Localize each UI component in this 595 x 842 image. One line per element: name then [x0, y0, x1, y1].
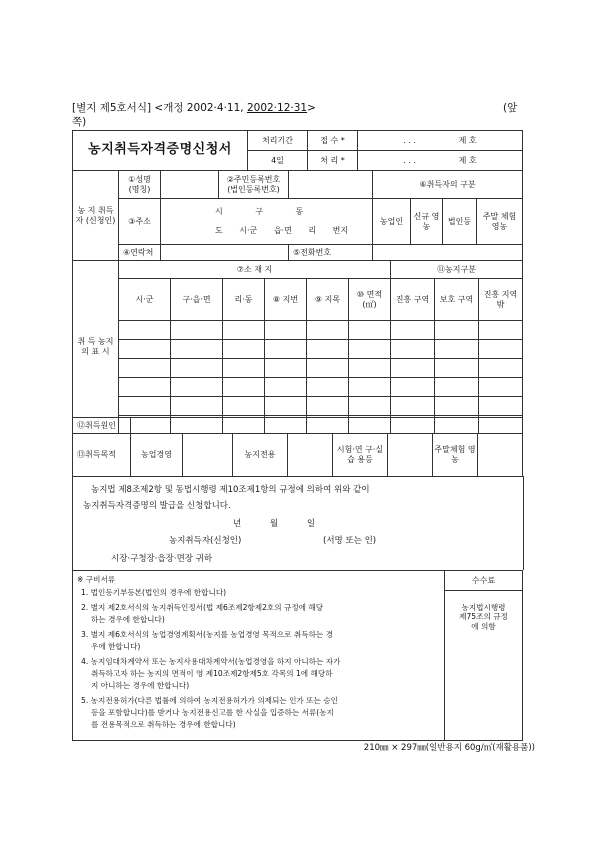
- land-table: [72, 260, 523, 434]
- name-label-2: (명칭): [128, 184, 151, 194]
- process-date: . . .: [403, 155, 417, 165]
- land-cell[interactable]: [391, 321, 435, 340]
- title-table: [72, 130, 523, 171]
- purpose-conversion: 농지전용: [233, 434, 288, 477]
- document-item-line: 1. 법인등기부등본(법인의 경우에 한합니다): [81, 588, 227, 598]
- land-row: [73, 321, 523, 340]
- processing-period-label: 처리기간: [248, 131, 308, 151]
- contact-field[interactable]: [161, 245, 289, 261]
- land-cell[interactable]: [265, 321, 307, 340]
- document-item: [77, 602, 443, 626]
- registration-label-1: ②주민등록번호: [226, 174, 281, 184]
- land-cell[interactable]: [435, 340, 479, 359]
- land-cell[interactable]: [171, 378, 223, 397]
- phone-label: ⑤전화번호: [289, 245, 373, 261]
- col-promotion-zone: 진흥 구역: [391, 279, 435, 321]
- applicant-type-header: ⑥취득자의 구분: [373, 171, 523, 199]
- document-item: [77, 656, 443, 692]
- form-header: [72, 100, 316, 115]
- document-item-line: 지 아니하는 경우에 한합니다): [91, 681, 190, 691]
- document-item-line: 하는 경우에 한합니다): [91, 615, 165, 625]
- land-cell[interactable]: [435, 378, 479, 397]
- col-lot-number: ⑧ 지번: [265, 279, 307, 321]
- process-label: 처 리 *: [308, 151, 358, 171]
- document-item: [77, 629, 443, 653]
- registration-field[interactable]: [289, 171, 373, 199]
- land-cell[interactable]: [119, 397, 171, 416]
- land-cell[interactable]: [265, 340, 307, 359]
- fee-text-line: 에 의함: [471, 621, 496, 631]
- land-cell[interactable]: [349, 359, 391, 378]
- land-cell[interactable]: [349, 340, 391, 359]
- form-header-close: >: [307, 102, 316, 114]
- col-ri-dong: 리·동: [223, 279, 265, 321]
- document-item-line: 우에 한합니다): [91, 642, 141, 652]
- land-cell[interactable]: [479, 340, 523, 359]
- acquisition-reason-label: ⑫취득원인: [73, 418, 131, 434]
- revision-date: 2002·12·31: [246, 102, 308, 114]
- applicant-table: [72, 170, 523, 261]
- col-protection-zone: 보호 구역: [435, 279, 479, 321]
- land-row: [73, 359, 523, 378]
- land-row: [73, 340, 523, 359]
- reason-purpose-table: [72, 417, 523, 477]
- declaration-section: [72, 476, 524, 570]
- acquisition-purpose-label: ⑬취득목적: [73, 434, 131, 477]
- type-farmer[interactable]: 농업인: [373, 199, 411, 245]
- land-cell[interactable]: [171, 359, 223, 378]
- land-row: [73, 378, 523, 397]
- registration-label: [219, 171, 289, 199]
- declaration-applicant: 농지취득자(신청인): [169, 536, 242, 546]
- land-cell[interactable]: [479, 359, 523, 378]
- documents-table: [72, 570, 523, 741]
- purpose-weekend-check[interactable]: [478, 434, 523, 477]
- registration-label-2: (법인등록번호): [227, 184, 280, 194]
- processing-period-value: 4일: [248, 151, 308, 171]
- applicant-group-label: [73, 171, 119, 261]
- land-cell[interactable]: [119, 378, 171, 397]
- land-cell[interactable]: [223, 340, 265, 359]
- receipt-number: 제 호: [458, 135, 477, 145]
- document-item-line: 를 전용목적으로 취득하는 경우에 한합니다): [91, 720, 236, 730]
- land-cell[interactable]: [391, 397, 435, 416]
- fee-text-line: 농지법시행령: [461, 603, 506, 612]
- land-cell[interactable]: [223, 359, 265, 378]
- land-cell[interactable]: [307, 378, 349, 397]
- land-cell[interactable]: [307, 397, 349, 416]
- land-cell[interactable]: [171, 321, 223, 340]
- land-cell[interactable]: [119, 321, 171, 340]
- land-cell[interactable]: [391, 340, 435, 359]
- col-si-gun: 시·군: [119, 279, 171, 321]
- location-header: ⑦소 재 지: [119, 261, 391, 279]
- purpose-conversion-check[interactable]: [288, 434, 333, 477]
- col-gu-eup-myeon: 구·읍·면: [171, 279, 223, 321]
- col-land-category: ⑨ 지목: [307, 279, 349, 321]
- documents-header: ※ 구비서류: [77, 575, 116, 584]
- purpose-farming: 농업경영: [131, 434, 183, 477]
- land-cell[interactable]: [119, 359, 171, 378]
- form-title: 농지취득자격증명신청서: [73, 131, 248, 171]
- land-cell[interactable]: [307, 340, 349, 359]
- document-item-line: 5. 농지전용허가(다른 법률에 의하여 농지전용허가가 의제되는 인가 또는 승인: [81, 696, 338, 706]
- fee-header: 수수료: [445, 571, 523, 591]
- land-cell[interactable]: [435, 397, 479, 416]
- land-cell[interactable]: [479, 378, 523, 397]
- land-cell[interactable]: [171, 397, 223, 416]
- process-number: 제 호: [458, 155, 477, 165]
- page-side-label-2: 쪽): [72, 116, 87, 128]
- address-label: ③주소: [119, 199, 161, 245]
- receipt-label: 접 수 *: [308, 131, 358, 151]
- land-cell[interactable]: [349, 397, 391, 416]
- land-cell[interactable]: [479, 321, 523, 340]
- phone-field[interactable]: [373, 245, 523, 261]
- type-corporation[interactable]: 법인등: [443, 199, 477, 245]
- land-cell[interactable]: [307, 359, 349, 378]
- fee-text: [445, 591, 523, 741]
- form-number: [별지 제5호서식] <개정 2002·4·11,: [72, 102, 247, 114]
- required-documents: [73, 571, 445, 741]
- land-cell[interactable]: [265, 397, 307, 416]
- address-line-2: 도 시·군 읍·면 리 번지: [215, 226, 349, 235]
- land-cell[interactable]: [223, 378, 265, 397]
- land-group-label: 취 득 농지의 표 시: [73, 261, 119, 434]
- land-cell[interactable]: [265, 359, 307, 378]
- col-outside-zone: 진흥 지역밖: [479, 279, 523, 321]
- land-division-header: ⑪농지구분: [391, 261, 523, 279]
- land-row: [73, 397, 523, 416]
- land-cell[interactable]: [435, 321, 479, 340]
- land-cell[interactable]: [223, 321, 265, 340]
- document-item-line: 2. 별지 제2호서식의 농지취득인정서(법 제6조제2항제2호의 규정에 해당: [81, 603, 324, 613]
- page-side-label-1: (앞: [503, 102, 518, 114]
- declaration-line-2: 농지취득자격증명의 발급을 신청합니다.: [83, 501, 231, 511]
- land-cell[interactable]: [349, 321, 391, 340]
- land-cell[interactable]: [349, 378, 391, 397]
- declaration-date[interactable]: 년 월 일: [233, 519, 316, 529]
- col-area: ⑩ 면적 (㎡): [349, 279, 391, 321]
- land-cell[interactable]: [171, 340, 223, 359]
- document-item: [77, 695, 443, 731]
- signature-field[interactable]: (서명 또는 인): [323, 536, 377, 546]
- land-cell[interactable]: [391, 359, 435, 378]
- name-label-1: ①성명: [128, 174, 151, 184]
- name-label: [119, 171, 161, 199]
- address-field[interactable]: [161, 199, 373, 245]
- document-item: [77, 587, 443, 599]
- document-item-line: 3. 별지 제6호서식의 농업경영계획서(농지를 농업경영 목적으로 취득하는 경: [81, 630, 333, 640]
- receipt-date: . . .: [403, 135, 417, 145]
- land-cell[interactable]: [391, 378, 435, 397]
- purpose-weekend: 주말체험 영농: [433, 434, 478, 477]
- land-cell[interactable]: [307, 321, 349, 340]
- type-weekend-farming[interactable]: 주말 체험 영농: [477, 199, 523, 245]
- document-item-line: 취득하고자 하는 농지의 면적이 영 제10조제2항제5호 각목의 1에 해당하: [91, 669, 333, 679]
- address-line-1: 시 구 동: [215, 207, 310, 216]
- process-field[interactable]: [358, 151, 523, 171]
- purpose-research-check[interactable]: [388, 434, 433, 477]
- purpose-farming-check[interactable]: [183, 434, 233, 477]
- land-cell[interactable]: [479, 397, 523, 416]
- documents-list: [77, 587, 443, 731]
- contact-label: ④연락처: [119, 245, 161, 261]
- fee-text-line: 제75조의 규정: [459, 612, 508, 622]
- declaration-recipient: 시장·구청장·읍장·면장 귀하: [111, 554, 213, 564]
- receipt-field[interactable]: [358, 131, 523, 151]
- type-new-farming[interactable]: 신규 영농: [411, 199, 443, 245]
- land-cell[interactable]: [223, 397, 265, 416]
- land-cell[interactable]: [119, 340, 171, 359]
- purpose-research: 시험·연 구·실습 용등: [333, 434, 388, 477]
- document-item-line: 등을 포함합니다)를 받거나 농지전용신고를 한 사실을 입증하는 서류(농지: [91, 708, 334, 718]
- land-cell[interactable]: [435, 359, 479, 378]
- applicant-group-text: 농 지 취득자 (신청인): [75, 205, 116, 225]
- document-item-line: 4. 농지임대차계약서 또는 농지사용대차계약서(농업경영을 하지 아니하는 자가: [81, 657, 341, 667]
- paper-size-note: 210㎜ × 297㎜(일반용지 60g/㎡(재활용품)): [363, 743, 535, 753]
- name-field[interactable]: [161, 171, 219, 199]
- land-cell[interactable]: [265, 378, 307, 397]
- declaration-line-1: 농지법 제8조제2항 및 동법시행령 제10조제1항의 규정에 의하여 위와 같이: [91, 485, 370, 495]
- acquisition-reason-field[interactable]: [131, 418, 523, 434]
